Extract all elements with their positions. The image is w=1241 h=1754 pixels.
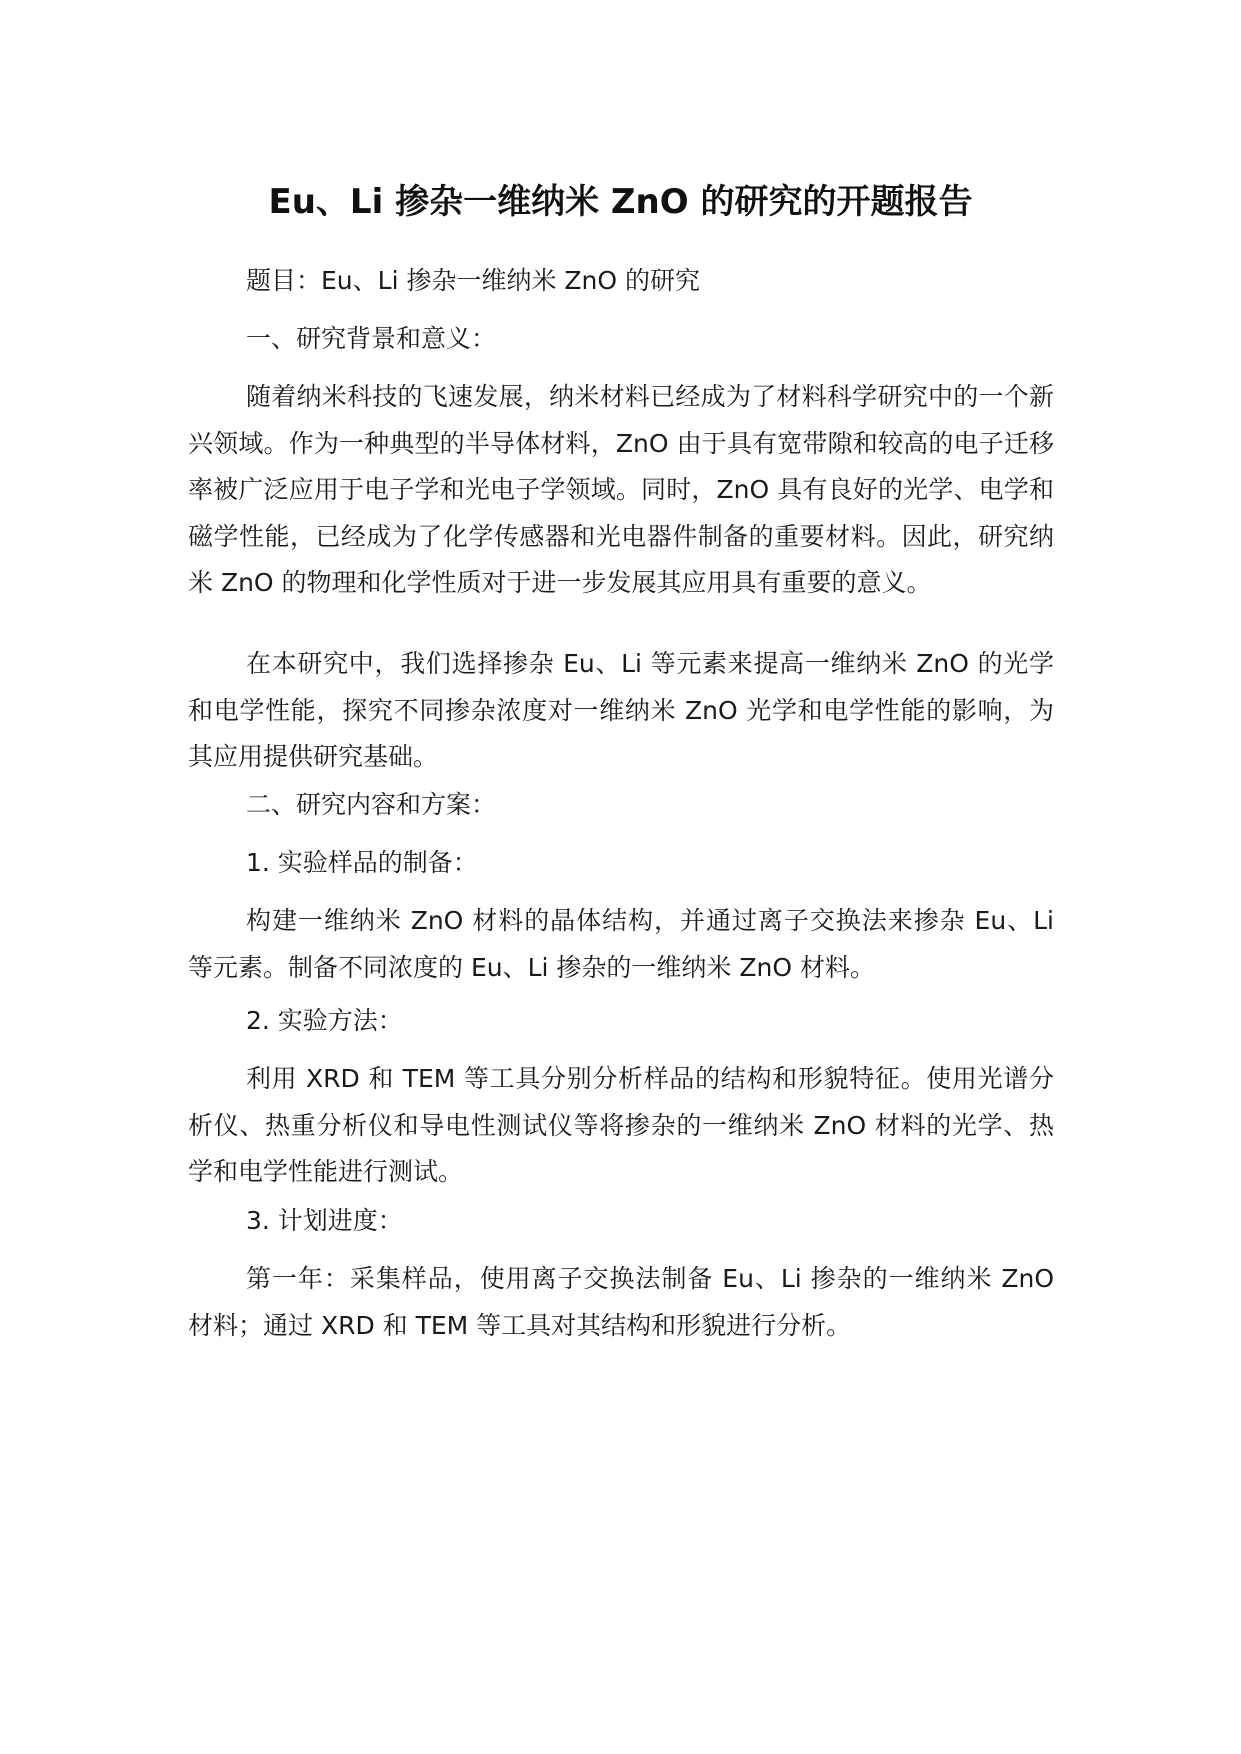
section-heading-content: 二、研究内容和方案：	[246, 790, 497, 819]
paragraph-topic: 题目：Eu、Li 掺杂一维纳米 ZnO 的研究	[246, 266, 701, 295]
paragraph-background: 随着纳米科技的飞速发展，纳米材料已经成为了材料科学研究中的一个新兴领域。作为一种典型的半导体材料，ZnO 由于具有宽带隙和较高的电子迁移率被广泛应用于电子学和光电子学领域。同时，ZnO 具有良好的光学、电学和磁学性能，已经成为了化学传感器和光电器件制备的重要材料。因此，研究纳米 ZnO 的物理和化学性质对于进一步发展其应用具有重要的意义。	[188, 382, 1054, 597]
section-heading-background: 一、研究背景和意义：	[246, 324, 497, 353]
document-title: Eu、Li 掺杂一维纳米 ZnO 的研究的开题报告	[268, 182, 973, 222]
paragraph-methods: 利用 XRD 和 TEM 等工具分别分析样品的结构和形貌特征。使用光谱分析仪、热重分析仪和导电性测试仪等将掺杂的一维纳米 ZnO 材料的光学、热学和电学性能进行测试。	[188, 1064, 1054, 1186]
paragraph-schedule-year-one: 第一年：采集样品，使用离子交换法制备 Eu、Li 掺杂的一维纳米 ZnO 材料；通过 XRD 和 TEM 等工具对其结构和形貌进行分析。	[188, 1264, 1054, 1340]
paragraph-sample-preparation: 构建一维纳米 ZnO 材料的晶体结构，并通过离子交换法来掺杂 Eu、Li 等元素。制备不同浓度的 Eu、Li 掺杂的一维纳米 ZnO 材料。	[188, 906, 1054, 982]
paragraph-research-aim: 在本研究中，我们选择掺杂 Eu、Li 等元素来提高一维纳米 ZnO 的光学和电学性能，探究不同掺杂浓度对一维纳米 ZnO 光学和电学性能的影响，为其应用提供研究基础。	[188, 649, 1054, 771]
subheading-schedule: 3. 计划进度：	[246, 1206, 403, 1235]
subheading-methods: 2. 实验方法：	[246, 1006, 403, 1035]
subheading-sample-preparation: 1. 实验样品的制备：	[246, 848, 478, 877]
